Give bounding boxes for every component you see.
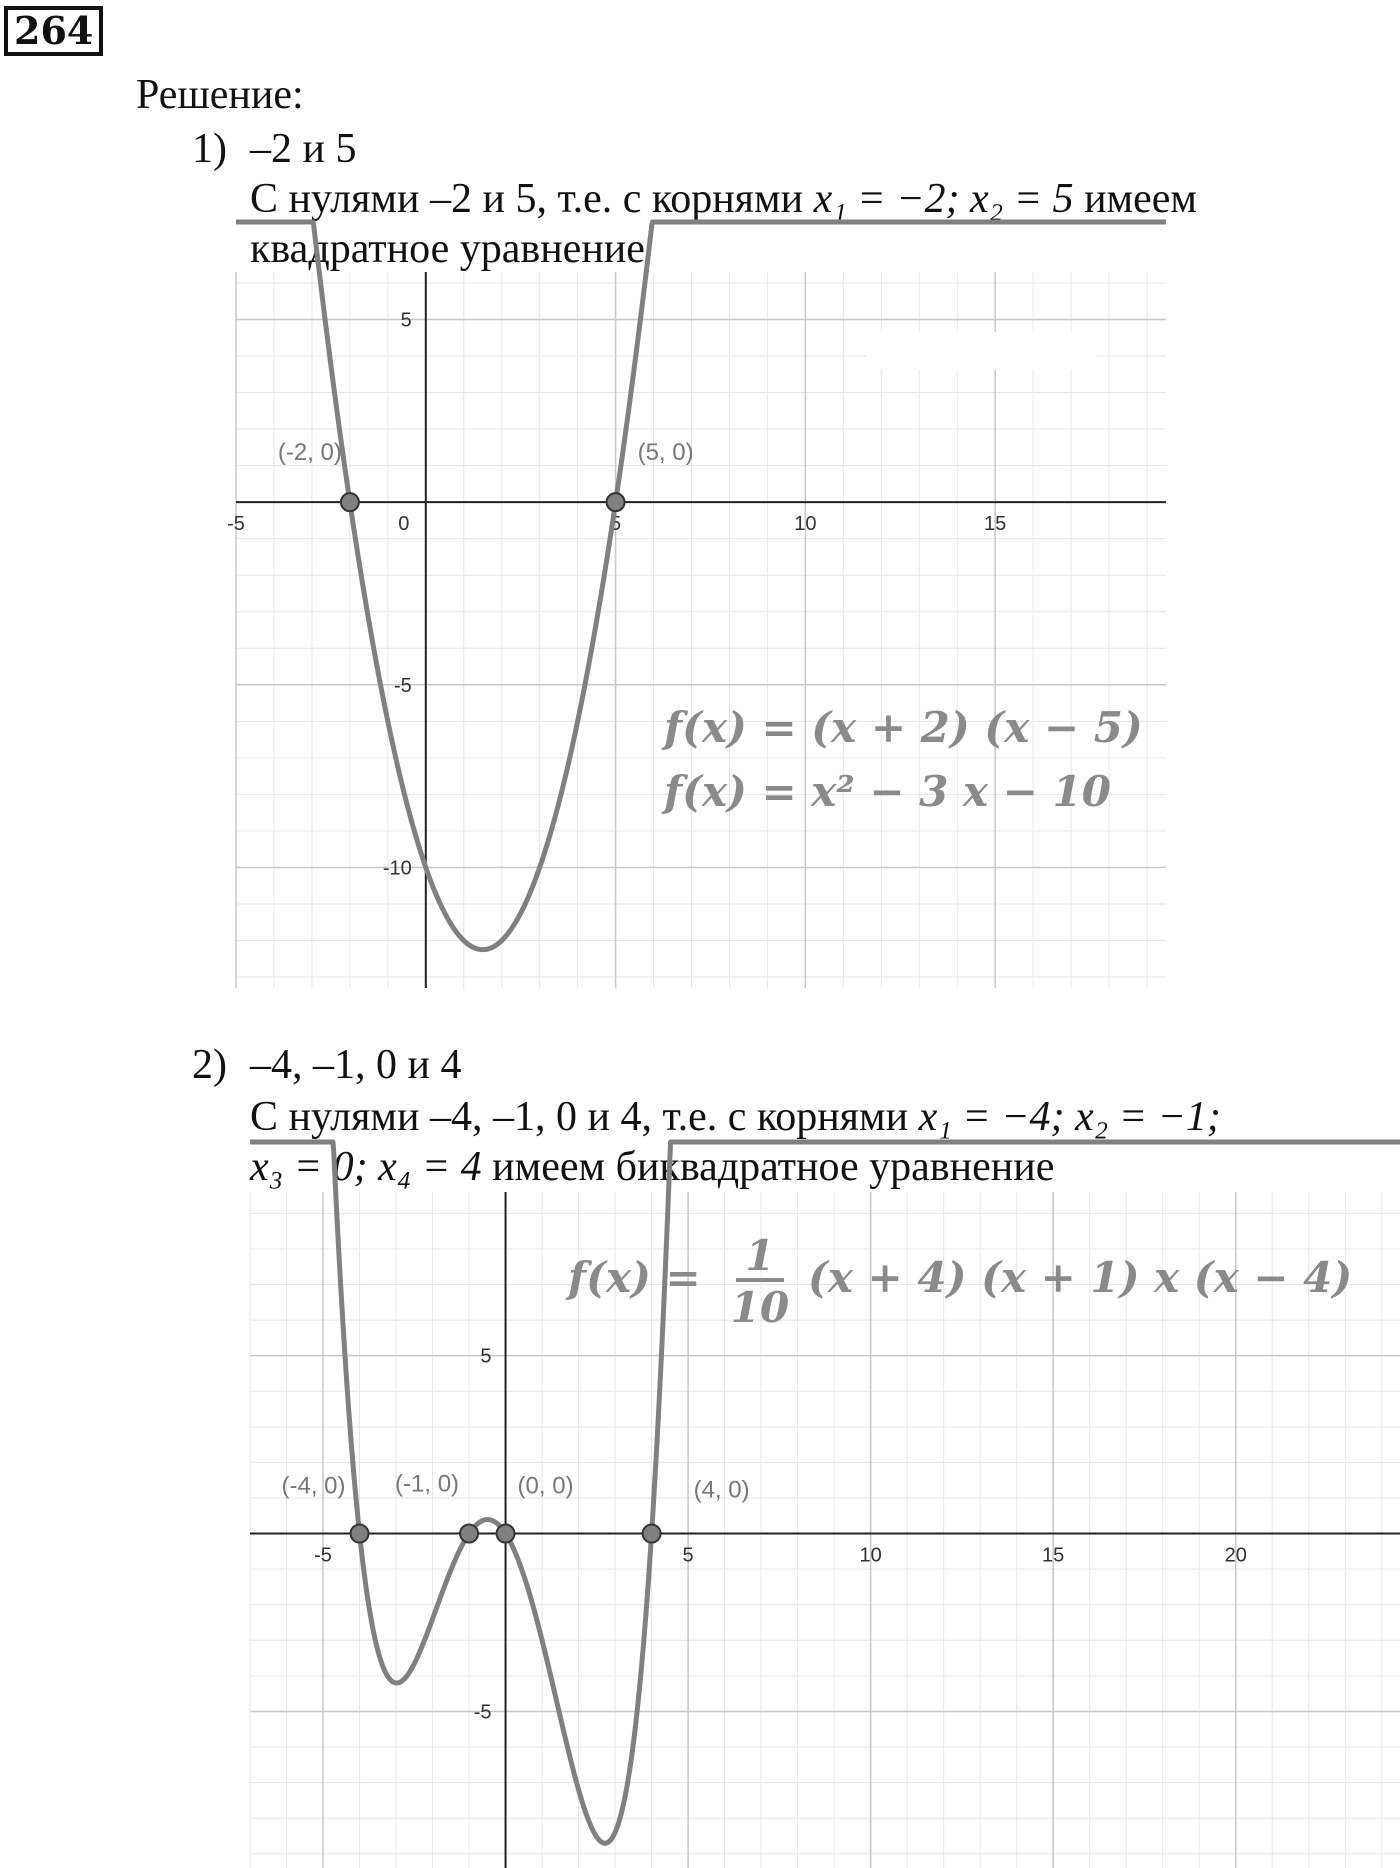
part1-marker: 1)	[192, 126, 227, 172]
x-tick-label: 15	[984, 513, 1007, 536]
formula-denominator: 10	[730, 1283, 790, 1332]
part2-line2-tail: имеем биквадратное уравнение	[481, 1144, 1055, 1190]
problem-number: 264	[4, 6, 103, 56]
formula-numerator: 1	[745, 1231, 775, 1280]
chart-1	[227, 272, 1166, 988]
zero-point	[351, 1525, 369, 1543]
x-tick-label: 10	[859, 1544, 882, 1567]
part2-marker: 2)	[192, 1042, 227, 1088]
part2-roots-b: x₃ = 0; x₄ = 4	[250, 1144, 482, 1190]
point-label: (-1, 0)	[395, 1470, 460, 1498]
zero-point	[607, 493, 625, 511]
zero-point	[497, 1525, 515, 1543]
x-tick-label: 0	[398, 513, 410, 536]
x-tick-label: 20	[1224, 1544, 1247, 1567]
formula-prefix: f(x) =	[568, 1253, 701, 1302]
zero-point	[341, 493, 359, 511]
point-label: (-2, 0)	[277, 439, 342, 467]
part1-line2: квадратное уравнение	[250, 226, 645, 272]
blank-patch	[866, 332, 1096, 370]
point-label: (4, 0)	[693, 1476, 750, 1504]
x-tick-label: -5	[314, 1544, 332, 1567]
point-label: (0, 0)	[517, 1472, 574, 1500]
solution-heading: Решение:	[136, 72, 304, 118]
y-tick-label: 5	[480, 1345, 492, 1368]
part1-roots: x₁ = −2; x₂ = 5	[813, 176, 1074, 222]
x-tick-label: 5	[682, 1544, 694, 1567]
formula-suffix: (x + 4) (x + 1) x (x − 4)	[808, 1253, 1353, 1302]
part1-line1	[250, 174, 1197, 224]
formula-expanded: f(x) = x² − 3 x − 10	[664, 767, 1111, 816]
part1-line1-text: С нулями –2 и 5, т.е. с корнями	[250, 176, 814, 222]
function-curve	[236, 222, 1166, 950]
part2-roots-a: x₁ = −4; x₂ = −1;	[918, 1094, 1221, 1140]
part1-line1-tail: имеем	[1073, 176, 1197, 222]
x-tick-label: 5	[610, 513, 622, 536]
zero-point	[643, 1525, 661, 1543]
x-tick-label: -5	[227, 513, 245, 536]
formula-factored: f(x) = (x + 2) (x − 5)	[664, 703, 1143, 752]
part1-title: –2 и 5	[250, 126, 357, 172]
y-tick-label: -5	[393, 674, 412, 697]
point-label: (-4, 0)	[281, 1472, 346, 1500]
y-tick-label: -10	[382, 857, 412, 880]
part2-line1-text: С нулями –4, –1, 0 и 4, т.е. с корнями	[250, 1094, 919, 1140]
zero-point	[460, 1525, 478, 1543]
y-tick-label: 5	[400, 309, 412, 332]
y-tick-label: -5	[473, 1701, 492, 1724]
part2-line1	[250, 1092, 1221, 1142]
part2-line2	[250, 1142, 1054, 1192]
chart-2	[250, 1192, 1400, 1868]
point-label: (5, 0)	[637, 439, 694, 467]
x-tick-label: 10	[794, 513, 817, 536]
x-tick-label: 15	[1042, 1544, 1065, 1567]
part2-title: –4, –1, 0 и 4	[250, 1042, 462, 1088]
